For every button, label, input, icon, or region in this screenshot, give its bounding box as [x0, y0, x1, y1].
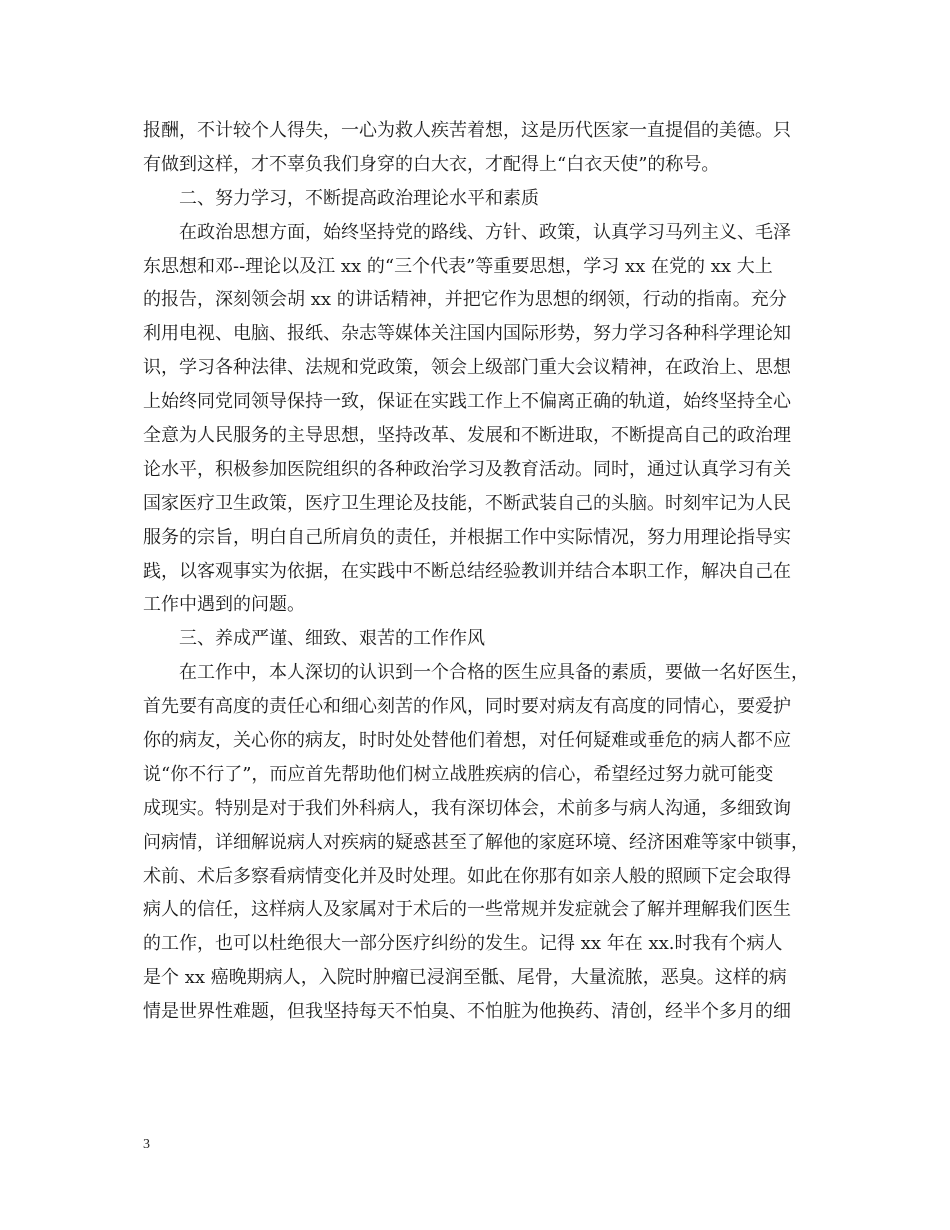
section-heading: 二、努力学习，不断提高政治理论水平和素质 [179, 187, 539, 209]
text-line: 报酬，不计较个人得失，一心为救人疾苦着想，这是历代医家一直提倡的美德。只 [143, 120, 791, 141]
text-line: 是个 xx 癌晚期病人，入院时肿瘤已浸润至骶、尾骨，大量流脓，恶臭。这样的病 [143, 967, 787, 989]
page-number: 3 [143, 1137, 150, 1152]
text-line: 工作中遇到的问题。 [143, 594, 305, 616]
text-line: 的报告，深刻领会胡 xx 的讲话精神，并把它作为思想的纲领，行动的指南。充分 [143, 289, 787, 311]
text-line: 识，学习各种法律、法规和党政策，领会上级部门重大会议精神，在政治上、思想 [143, 357, 791, 379]
text-line: 首先要有高度的责任心和细心刻苦的作风，同时要对病友有高度的同情心，要爱护 [143, 696, 791, 718]
text-line: 病人的信任，这样病人及家属对于术后的一些常规并发症就会了解并理解我们医生 [143, 899, 791, 921]
text-line: 的工作，也可以杜绝很大一部分医疗纠纷的发生。记得 xx 年在 xx.时我有个病人 [143, 933, 783, 955]
text-line: 问病情，详细解说病人对疾病的疑惑甚至了解他的家庭环境、经济困难等家中锁事， [143, 831, 809, 853]
text-line: 术前、术后多察看病情变化并及时处理。如此在你那有如亲人般的照顾下定会取得 [143, 865, 791, 887]
text-line: 说“你不行了”，而应首先帮助他们树立战胜疾病的信心，希望经过努力就可能变 [143, 763, 774, 785]
text-line: 情是世界性难题，但我坚持每天不怕臭、不怕脏为他换药、清创，经半个多月的细 [143, 1001, 791, 1023]
text-line: 有做到这样，才不辜负我们身穿的白大衣，才配得上“白衣天使”的称号。 [143, 153, 720, 175]
text-line: 利用电视、电脑、报纸、杂志等媒体关注国内国际形势，努力学习各种科学理论知 [143, 323, 791, 345]
text-line: 成现实。特别是对于我们外科病人，我有深切体会，术前多与病人沟通，多细致询 [143, 797, 791, 819]
text-line: 国家医疗卫生政策，医疗卫生理论及技能，不断武装自己的头脑。时刻牢记为人民 [143, 492, 791, 514]
document-body [143, 114, 811, 1029]
text-line: 东思想和邓--理论以及江 xx 的“三个代表”等重要思想，学习 xx 在党的 xx 大上 [143, 255, 773, 277]
text-line: 服务的宗旨，明白自己所肩负的责任，并根据工作中实际情况，努力用理论指导实 [143, 526, 791, 548]
paragraph-first-line: 在政治思想方面，始终坚持党的路线、方针、政策，认真学习马列主义、毛泽 [179, 221, 791, 243]
section-heading: 三、养成严谨、细致、艰苦的工作作风 [179, 628, 485, 650]
text-line: 全意为人民服务的主导思想，坚持改革、发展和不断进取，不断提高自己的政治理 [143, 425, 791, 447]
text-line: 你的病友，关心你的病友，时时处处替他们着想，对任何疑难或垂危的病人都不应 [143, 730, 791, 752]
paragraph-first-line: 在工作中，本人深切的认识到一个合格的医生应具备的素质，要做一名好医生， [179, 662, 809, 684]
text-line: 上始终同党同领导保持一致，保证在实践工作上不偏离正确的轨道，始终坚持全心 [143, 391, 791, 413]
text-line: 践，以客观事实为依据，在实践中不断总结经验教训并结合本职工作，解决自己在 [143, 560, 791, 582]
text-line: 论水平，积极参加医院组织的各种政治学习及教育活动。同时，通过认真学习有关 [143, 458, 791, 480]
